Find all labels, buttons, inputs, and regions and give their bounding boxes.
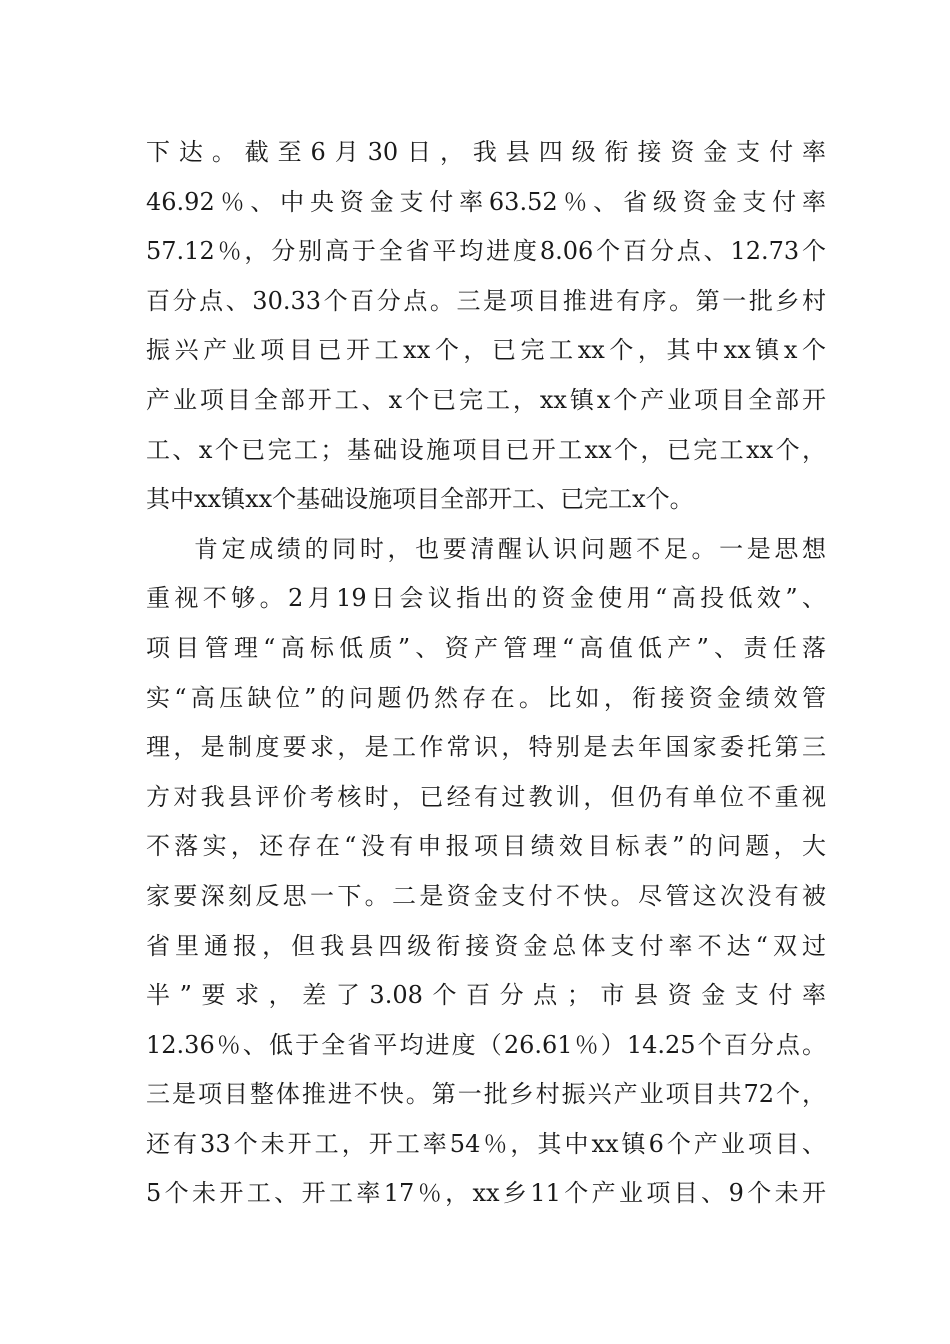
text-line: 57.12％，分别高于全省平均进度8.06个百分点、12.73个 — [146, 237, 826, 266]
paragraph-1 — [146, 128, 826, 525]
text-line: 振兴产业项目已开工xx个，已完工xx个，其中xx镇x个 — [146, 336, 826, 365]
text-line: 5个未开工、开工率17％，xx乡11个产业项目、9个未开 — [146, 1179, 826, 1208]
text-line: 12.36％、低于全省平均进度（26.61％）14.25个百分点。 — [146, 1030, 826, 1059]
text-line: 省里通报，但我县四级衔接资金总体支付率不达“双过 — [146, 931, 826, 960]
text-line: 方对我县评价考核时，已经有过教训，但仍有单位不重视 — [146, 782, 826, 811]
text-line: 工、x个已完工；基础设施项目已开工xx个，已完工xx个， — [146, 435, 826, 464]
text-line: 不落实，还存在“没有申报项目绩效目标表”的问题，大 — [146, 832, 826, 861]
body-text — [146, 128, 826, 1219]
text-line: 肯定成绩的同时，也要清醒认识问题不足。一是思想 — [194, 534, 826, 563]
text-line: 其中xx镇xx个基础设施项目全部开工、已完工x个。 — [146, 485, 694, 514]
text-line: 半”要求，差了3.08个百分点；市县资金支付率 — [146, 981, 826, 1010]
text-line: 产业项目全部开工、x个已完工，xx镇x个产业项目全部开 — [146, 385, 826, 414]
paragraph-2 — [146, 525, 826, 1219]
text-line: 家要深刻反思一下。二是资金支付不快。尽管这次没有被 — [146, 881, 826, 910]
text-line: 46.92％、中央资金支付率63.52％、省级资金支付率 — [146, 187, 826, 216]
text-line: 三是项目整体推进不快。第一批乡村振兴产业项目共72个， — [146, 1080, 826, 1109]
text-line: 项目管理“高标低质”、资产管理“高值低产”、责任落 — [146, 633, 826, 662]
text-line: 重视不够。2月19日会议指出的资金使用“高投低效”、 — [146, 584, 826, 613]
text-line: 实“高压缺位”的问题仍然存在。比如，衔接资金绩效管 — [146, 683, 826, 712]
text-line: 下达。截至6月30日，我县四级衔接资金支付率 — [146, 138, 826, 166]
text-line: 还有33个未开工，开工率54％，其中xx镇6个产业项目、 — [146, 1129, 826, 1158]
text-line: 百分点、30.33个百分点。三是项目推进有序。第一批乡村 — [146, 286, 826, 315]
text-line: 理，是制度要求，是工作常识，特别是去年国家委托第三 — [146, 733, 826, 762]
